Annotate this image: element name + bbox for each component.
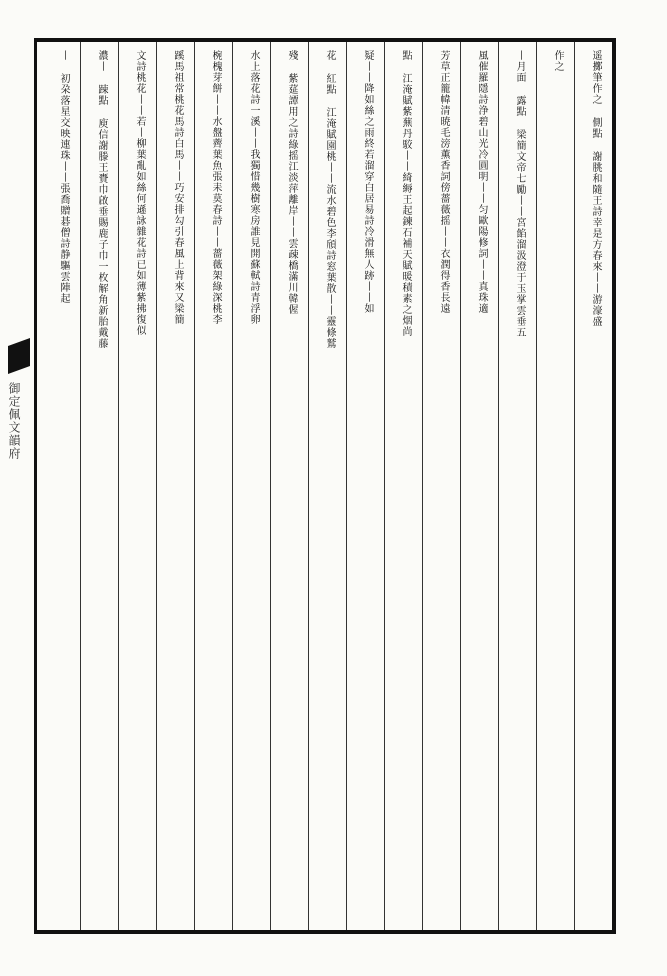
column-divider [422,42,423,930]
text-column-9: 殘 紫莚譚用之詩綠摇江淡萍離岸丨丨雲疎橋滿川韓偓 [286,50,297,315]
text-column-8: 花 紅點 江淹賦園桃丨丨流水碧色李頎詩窓葉散丨丨靈條鷲 [324,50,335,349]
column-divider [536,42,537,930]
margin-black-tab [8,338,30,374]
text-column-2: 作之 [552,50,563,72]
column-divider [384,42,385,930]
text-column-3: 丨月面 露點 梁簡文帝七勵丨丨宮餡溜汲澄于玉掌雲垂五 [514,50,525,338]
left-border [34,38,37,934]
text-column-10: 水上落花詩一溪丨丨我獨惜幾樹寒房誰見開蘇軾詩青浮卵 [248,50,259,325]
column-divider [232,42,233,930]
text-column-15: 丨 初朶落星交映連珠丨丨張喬贈碁僧詩静驅雲陣起 [58,50,69,304]
text-column-11: 椀槐芽餅丨丨水盤薺葉魚張耒莫春詩丨丨薔薇架綠深桃李 [210,50,221,325]
text-column-13: 文詩桃花丨丨若丨柳葉亂如絲何遜詠雜花詩已如薄紫拂復似 [134,50,145,336]
column-divider [498,42,499,930]
column-divider [156,42,157,930]
text-column-14: 濃丨 踈點 庾信謝滕王賚巾啟垂賜鹿子巾一枚解角新胎戴藤 [96,50,107,349]
text-column-4: 風催羅隱詩浄碧山光冷圓明丨丨匀歐陽修詞丨丨真珠適 [476,50,487,314]
text-column-5: 芳草正籠幃清暁毛滂薫香詞傍薔薇摇丨丨衣潤得香長遠 [438,50,449,314]
right-border [612,38,616,934]
column-divider [194,42,195,930]
left-margin [0,42,32,930]
top-border [34,38,614,42]
bottom-border [34,930,614,934]
column-divider [270,42,271,930]
column-divider [574,42,575,930]
column-divider [80,42,81,930]
text-column-7: 疑丨丨降如絲之雨終若溜穿白居易詩冷滑無人跡丨丨如 [362,50,373,314]
margin-title: 御定佩文韻府 [7,382,21,460]
column-divider [308,42,309,930]
text-column-6: 點 江淹賦紫蕪丹駮丨丨綺縟王起鍊石補天賦暖積素之烟尚 [400,50,411,337]
text-column-12: 蹊馬祖常桃花馬詩白馬丨丨巧安排勾引春風上背來又梁簡 [172,50,183,325]
column-divider [460,42,461,930]
text-column-1: 遥擲筆作之 側點 謝朓和隨王詩幸是方春來丨丨游濠盛 [590,50,601,327]
column-divider [346,42,347,930]
column-divider [118,42,119,930]
